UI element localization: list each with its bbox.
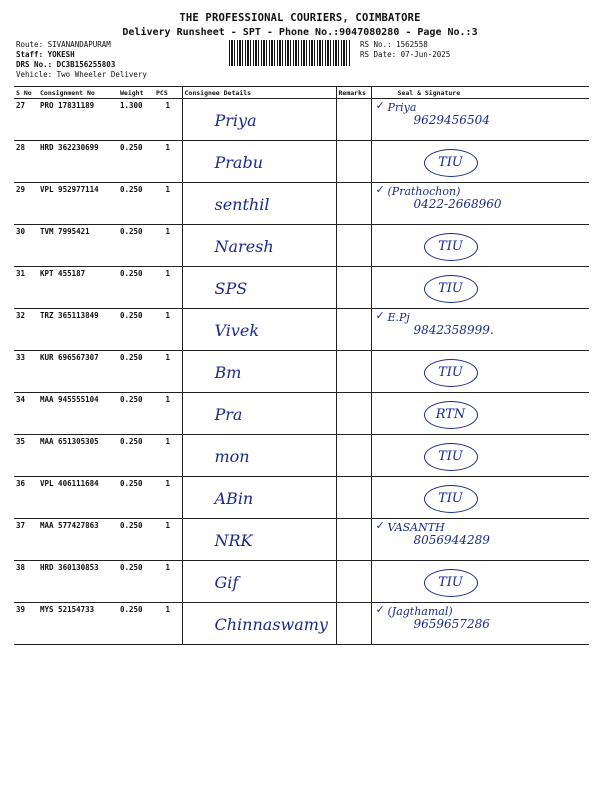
- cell-remarks: [336, 435, 371, 477]
- receiver-phone: 9629456504: [413, 113, 490, 127]
- cell-sno: 39: [14, 603, 38, 645]
- cell-consignee: [182, 351, 336, 393]
- signature-text: [374, 521, 588, 557]
- cell-pcs: 1: [154, 393, 182, 435]
- receiver-name: (Prathochon): [387, 185, 461, 198]
- cell-consignment: MAA 945555104: [38, 393, 118, 435]
- cell-signature: [371, 477, 589, 519]
- signature-mark-icon: ✓: [375, 99, 385, 112]
- cell-consignee: [182, 435, 336, 477]
- seal-stamp: TIU: [424, 443, 478, 471]
- cell-pcs: 1: [154, 267, 182, 309]
- meta-left: [16, 40, 147, 80]
- signature-seal: [374, 479, 588, 515]
- table-row: [14, 519, 589, 561]
- cell-consignment: TRZ 365113849: [38, 309, 118, 351]
- signature-mark-icon: ✓: [375, 183, 385, 196]
- receiver-name: E.Pj: [387, 311, 410, 324]
- seal-stamp: TIU: [424, 233, 478, 261]
- signature-mark-icon: ✓: [375, 519, 385, 532]
- consignee-handwriting: Prabu: [214, 153, 263, 172]
- cell-consignee: [182, 393, 336, 435]
- cell-sno: 27: [14, 99, 38, 141]
- col-pcs: PCS: [154, 87, 182, 99]
- cell-remarks: [336, 561, 371, 603]
- cell-pcs: 1: [154, 519, 182, 561]
- rs-date: RS Date: 07-Jun-2025: [360, 50, 451, 59]
- cell-sno: 31: [14, 267, 38, 309]
- consignee-handwriting: Priya: [214, 111, 257, 130]
- cell-sno: 34: [14, 393, 38, 435]
- table-row: [14, 141, 589, 183]
- cell-pcs: 1: [154, 225, 182, 267]
- seal-stamp: TIU: [424, 359, 478, 387]
- cell-weight: 0.250: [118, 435, 154, 477]
- signature-seal: [374, 353, 588, 389]
- signature-mark-icon: ✓: [375, 309, 385, 322]
- receiver-name: VASANTH: [387, 521, 445, 534]
- cell-pcs: 1: [154, 477, 182, 519]
- runsheet-table: [14, 86, 589, 645]
- table-body: [14, 99, 589, 645]
- cell-pcs: 1: [154, 603, 182, 645]
- receiver-name: (Jagthamal): [387, 605, 453, 618]
- cell-pcs: 1: [154, 183, 182, 225]
- consignee-handwriting: Naresh: [214, 237, 274, 256]
- table-row: [14, 99, 589, 141]
- cell-weight: 0.250: [118, 519, 154, 561]
- cell-pcs: 1: [154, 351, 182, 393]
- cell-consignment: MAA 651305305: [38, 435, 118, 477]
- col-consignee: Consignee Details: [182, 87, 336, 99]
- meta-right: [360, 40, 450, 60]
- cell-signature: [371, 225, 589, 267]
- col-signature: Seal & Signature: [371, 87, 589, 99]
- vehicle-label: Vehicle: Two Wheeler Delivery: [16, 70, 147, 79]
- cell-weight: 0.250: [118, 477, 154, 519]
- cell-pcs: 1: [154, 561, 182, 603]
- cell-remarks: [336, 225, 371, 267]
- cell-consignee: [182, 141, 336, 183]
- cell-remarks: [336, 603, 371, 645]
- seal-stamp: TIU: [424, 569, 478, 597]
- cell-remarks: [336, 141, 371, 183]
- cell-consignee: [182, 603, 336, 645]
- cell-signature: [371, 393, 589, 435]
- cell-consignee: [182, 477, 336, 519]
- cell-remarks: [336, 393, 371, 435]
- table-header-row: [14, 87, 589, 99]
- cell-consignee: [182, 561, 336, 603]
- seal-stamp: TIU: [424, 275, 478, 303]
- consignee-handwriting: NRK: [214, 531, 253, 550]
- consignee-handwriting: Bm: [214, 363, 242, 382]
- cell-consignment: HRD 360130853: [38, 561, 118, 603]
- table-row: [14, 435, 589, 477]
- cell-consignee: [182, 519, 336, 561]
- consignee-handwriting: senthil: [214, 195, 270, 214]
- cell-sno: 36: [14, 477, 38, 519]
- receiver-phone: 9842358999.: [413, 323, 494, 337]
- cell-sno: 29: [14, 183, 38, 225]
- receiver-name: Priya: [387, 101, 417, 114]
- cell-remarks: [336, 267, 371, 309]
- col-remarks: Remarks: [336, 87, 371, 99]
- table-row: [14, 351, 589, 393]
- cell-consignment: KUR 696567307: [38, 351, 118, 393]
- cell-weight: 0.250: [118, 309, 154, 351]
- cell-signature: [371, 519, 589, 561]
- cell-consignment: KPT 455187: [38, 267, 118, 309]
- consignee-handwriting: Vivek: [214, 321, 260, 340]
- cell-weight: 0.250: [118, 393, 154, 435]
- cell-signature: [371, 141, 589, 183]
- table-row: [14, 225, 589, 267]
- cell-consignment: HRD 362230699: [38, 141, 118, 183]
- signature-text: [374, 311, 588, 347]
- cell-weight: 0.250: [118, 141, 154, 183]
- cell-weight: 0.250: [118, 267, 154, 309]
- table-row: [14, 309, 589, 351]
- cell-signature: [371, 603, 589, 645]
- drs-number: DRS No.: DC3B156255803: [16, 60, 116, 69]
- cell-sno: 33: [14, 351, 38, 393]
- consignee-handwriting: ABin: [214, 489, 254, 508]
- cell-weight: 0.250: [118, 183, 154, 225]
- cell-consignment: VPL 952977114: [38, 183, 118, 225]
- cell-pcs: 1: [154, 435, 182, 477]
- cell-consignment: MYS 52154733: [38, 603, 118, 645]
- consignee-handwriting: SPS: [214, 279, 248, 298]
- cell-sno: 38: [14, 561, 38, 603]
- signature-seal: [374, 143, 588, 179]
- cell-weight: 1.300: [118, 99, 154, 141]
- table-row: [14, 267, 589, 309]
- cell-sno: 28: [14, 141, 38, 183]
- cell-remarks: [336, 309, 371, 351]
- receiver-phone: 8056944289: [413, 533, 490, 547]
- cell-sno: 37: [14, 519, 38, 561]
- cell-weight: 0.250: [118, 561, 154, 603]
- table-row: [14, 477, 589, 519]
- cell-sno: 32: [14, 309, 38, 351]
- cell-consignment: PRO 17831189: [38, 99, 118, 141]
- cell-signature: [371, 561, 589, 603]
- staff-label: Staff: YOKESH: [16, 50, 75, 59]
- table-row: [14, 603, 589, 645]
- consignee-handwriting: Chinnaswamy: [214, 615, 328, 634]
- cell-consignee: [182, 309, 336, 351]
- table-row: [14, 561, 589, 603]
- cell-signature: [371, 351, 589, 393]
- cell-signature: [371, 435, 589, 477]
- cell-consignment: MAA 577427863: [38, 519, 118, 561]
- rs-number: RS No.: 1562558: [360, 40, 428, 49]
- runsheet-subtitle: Delivery Runsheet - SPT - Phone No.:9047080280 - Page No.:3: [122, 27, 478, 38]
- signature-mark-icon: ✓: [375, 603, 385, 616]
- table-row: [14, 393, 589, 435]
- signature-text: [374, 605, 588, 641]
- cell-sno: 35: [14, 435, 38, 477]
- cell-signature: [371, 99, 589, 141]
- cell-consignee: [182, 225, 336, 267]
- signature-text: [374, 185, 588, 221]
- cell-pcs: 1: [154, 141, 182, 183]
- signature-seal: [374, 227, 588, 263]
- receiver-phone: 9659657286: [413, 617, 490, 631]
- signature-text: [374, 101, 588, 137]
- cell-consignee: [182, 267, 336, 309]
- table-row: [14, 183, 589, 225]
- cell-remarks: [336, 519, 371, 561]
- company-title: THE PROFESSIONAL COURIERS, COIMBATORE: [179, 12, 421, 24]
- cell-pcs: 1: [154, 99, 182, 141]
- col-consignment: Consignment No: [38, 87, 118, 99]
- seal-stamp: RTN: [424, 401, 478, 429]
- barcode: [229, 40, 351, 66]
- cell-consignment: TVM 7995421: [38, 225, 118, 267]
- consignee-handwriting: Pra: [214, 405, 243, 424]
- signature-seal: [374, 395, 588, 431]
- cell-weight: 0.250: [118, 351, 154, 393]
- cell-weight: 0.250: [118, 225, 154, 267]
- cell-signature: [371, 183, 589, 225]
- cell-remarks: [336, 351, 371, 393]
- cell-signature: [371, 267, 589, 309]
- signature-seal: [374, 269, 588, 305]
- cell-remarks: [336, 477, 371, 519]
- cell-sno: 30: [14, 225, 38, 267]
- route-label: Route: SIVANANDAPURAM: [16, 40, 111, 49]
- col-sno: S No: [14, 87, 38, 99]
- cell-consignee: [182, 99, 336, 141]
- cell-signature: [371, 309, 589, 351]
- cell-remarks: [336, 99, 371, 141]
- cell-pcs: 1: [154, 309, 182, 351]
- cell-consignee: [182, 183, 336, 225]
- seal-stamp: TIU: [424, 485, 478, 513]
- consignee-handwriting: mon: [214, 447, 250, 466]
- cell-consignment: VPL 406111684: [38, 477, 118, 519]
- signature-seal: [374, 437, 588, 473]
- col-weight: Weight: [118, 87, 154, 99]
- cell-weight: 0.250: [118, 603, 154, 645]
- seal-stamp: TIU: [424, 149, 478, 177]
- consignee-handwriting: Gif: [214, 573, 239, 592]
- signature-seal: [374, 563, 588, 599]
- receiver-phone: 0422-2668960: [413, 197, 502, 211]
- cell-remarks: [336, 183, 371, 225]
